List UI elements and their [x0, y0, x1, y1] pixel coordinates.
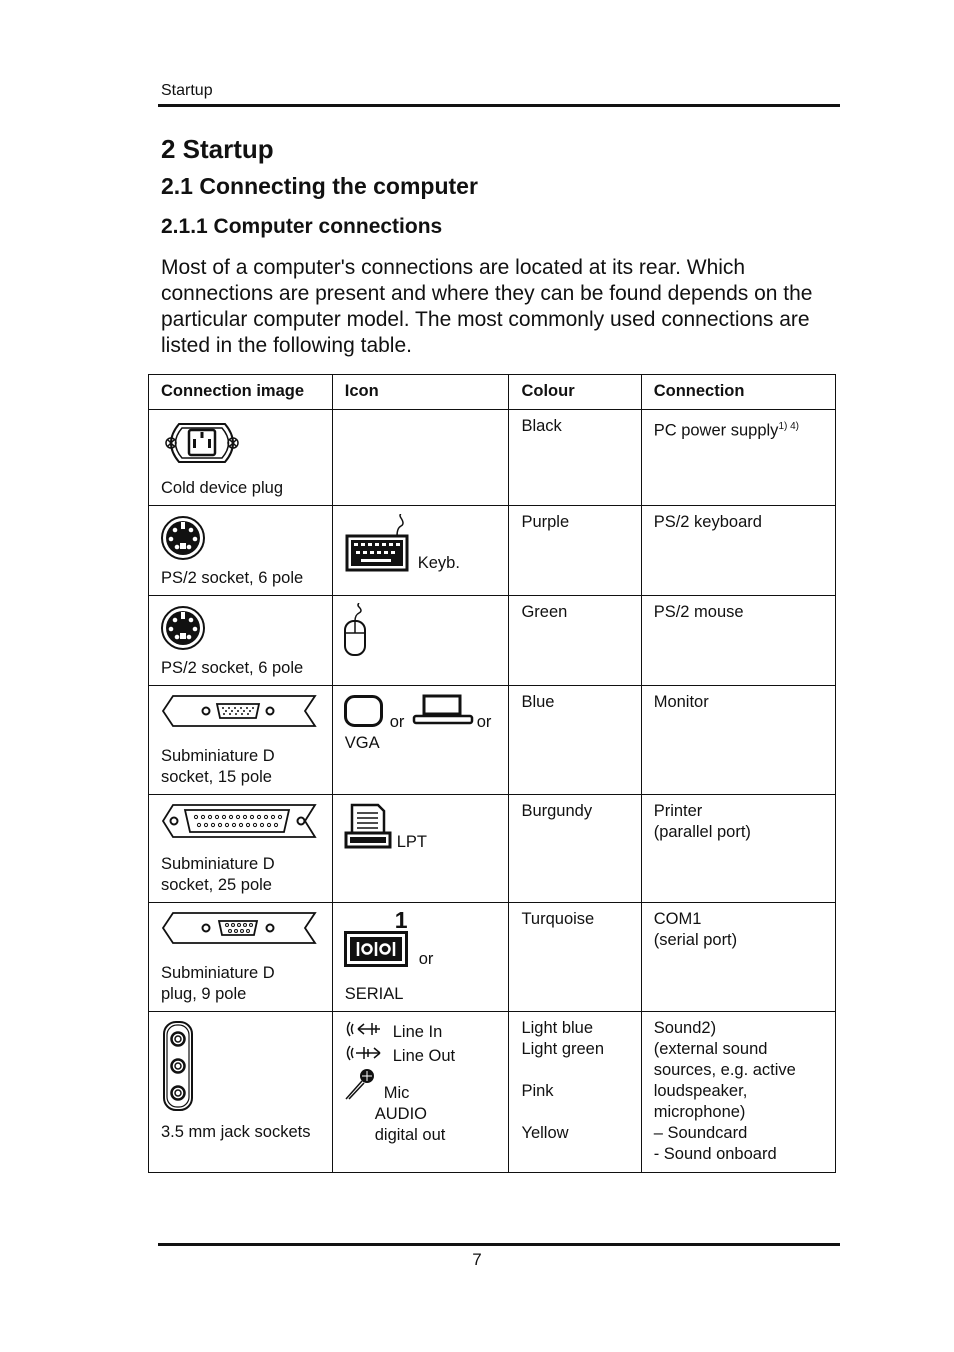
table-row — [149, 903, 836, 1012]
line-in-label: Line In — [392, 1023, 443, 1041]
digital-out-label: digital out — [374, 1126, 446, 1144]
icon-cell — [332, 686, 509, 795]
colour-cell: Turquoise — [509, 903, 641, 1012]
header-colour: Colour — [509, 375, 641, 410]
connection-image-cell — [149, 410, 333, 506]
table-row — [149, 686, 836, 795]
colour-line: Light green — [521, 1040, 605, 1058]
printer-icon — [344, 803, 394, 851]
footer-rule — [158, 1243, 840, 1246]
audio-jacks-icon — [161, 1020, 195, 1112]
image-label-line: socket, 25 pole — [161, 876, 272, 894]
image-label-line: socket, 15 pole — [161, 768, 272, 786]
connection-cell — [641, 903, 835, 1012]
image-label: PS/2 socket, 6 pole — [161, 659, 304, 677]
connections-table — [148, 374, 836, 1173]
subsection-title: 2.1.1 Computer connections — [161, 215, 443, 238]
icon-label: Keyb. — [417, 554, 460, 572]
connection-cell: PS/2 keyboard — [641, 506, 835, 596]
mic-label: Mic — [383, 1084, 410, 1102]
image-label-line: Subminiature D — [161, 855, 275, 873]
microphone-icon — [344, 1067, 378, 1101]
header-rule — [158, 104, 840, 107]
table-row — [149, 1012, 836, 1173]
mouse-icon — [343, 603, 369, 657]
running-head: Startup — [161, 82, 213, 99]
page-number: 7 — [472, 1250, 482, 1269]
section-title: 2.1 Connecting the computer — [161, 173, 478, 199]
connection-image-cell — [149, 795, 333, 903]
colour-line: Pink — [521, 1082, 554, 1100]
image-label-line: plug, 9 pole — [161, 985, 247, 1003]
icon-cell — [332, 410, 509, 506]
connection-cell — [641, 795, 835, 903]
icon-cell — [332, 596, 509, 686]
connection-image-cell — [149, 506, 333, 596]
d-sub-15-socket-icon — [161, 694, 317, 728]
colour-spacer — [521, 1060, 628, 1081]
icon-cell — [332, 903, 509, 1012]
colour-line: Yellow — [521, 1124, 569, 1142]
port-number: 1 — [394, 907, 408, 933]
monitor-crt-icon — [344, 695, 384, 727]
table-row — [149, 410, 836, 506]
monitor-flat-icon — [412, 694, 474, 726]
connection-cell: PS/2 mouse — [641, 596, 835, 686]
image-label — [161, 746, 275, 788]
header-icon: Icon — [332, 375, 509, 410]
table-header-row — [149, 375, 836, 410]
image-label-line: Subminiature D — [161, 747, 275, 765]
line-out-icon — [344, 1043, 382, 1063]
colour-cell — [509, 1012, 641, 1173]
image-label: PS/2 socket, 6 pole — [161, 569, 304, 587]
connection-line: microphone) — [653, 1103, 746, 1121]
or-label: or — [476, 713, 492, 731]
footnote-ref: 1) 4) — [778, 421, 799, 432]
icon-cell — [332, 1012, 509, 1173]
header-connection-image: Connection image — [149, 375, 333, 410]
serial-port-icon — [344, 931, 408, 967]
line-out-label: Line Out — [392, 1047, 456, 1065]
connection-line: (serial port) — [653, 931, 738, 949]
icon-label: LPT — [396, 833, 427, 851]
table-row — [149, 795, 836, 903]
connection-line: – Soundcard — [653, 1124, 748, 1142]
connection-line: COM1 — [653, 910, 702, 928]
ps2-socket-icon — [161, 606, 209, 650]
connection-line: loudspeaker, — [653, 1082, 748, 1100]
connection-image-cell — [149, 596, 333, 686]
image-label — [161, 854, 275, 896]
icon-cell — [332, 795, 509, 903]
colour-cell: Blue — [509, 686, 641, 795]
connection-cell — [641, 410, 835, 506]
or-label: or — [418, 950, 434, 968]
chapter-title: 2 Startup — [161, 134, 274, 164]
connection-cell: Monitor — [641, 686, 835, 795]
colour-cell: Green — [509, 596, 641, 686]
image-label: Cold device plug — [161, 479, 283, 497]
connection-line: (external sound — [653, 1040, 768, 1058]
connection-image-cell — [149, 686, 333, 795]
connection-cell — [641, 1012, 835, 1173]
d-sub-25-socket-icon — [161, 803, 317, 839]
connection-line: Printer — [653, 802, 703, 820]
intro-paragraph: Most of a computer's connections are located at its rear. Which connections are present and where they can be found depends on the particular computer model. The most commonly used connections are listed in the following table. — [161, 256, 813, 357]
d-sub-9-plug-icon — [161, 911, 317, 945]
connection-line: Sound2) — [653, 1019, 717, 1037]
colour-spacer — [521, 1102, 628, 1123]
connection-line: - Sound onboard — [653, 1145, 777, 1163]
image-label-line: Subminiature D — [161, 964, 275, 982]
connection-line: sources, e.g. active — [653, 1061, 796, 1079]
colour-cell: Black — [509, 410, 641, 506]
audio-label: AUDIO — [374, 1105, 427, 1123]
connection-image-cell — [149, 1012, 333, 1173]
connection-text: PC power supply — [653, 421, 779, 440]
colour-cell: Purple — [509, 506, 641, 596]
table-row — [149, 506, 836, 596]
icon-label: VGA — [344, 734, 380, 752]
connection-image-cell — [149, 903, 333, 1012]
connection-line: (parallel port) — [653, 823, 751, 841]
ps2-socket-icon — [161, 516, 209, 560]
image-label: 3.5 mm jack sockets — [161, 1123, 311, 1141]
or-label: or — [389, 713, 405, 731]
keyboard-icon — [345, 514, 411, 572]
cold-device-plug-icon — [161, 420, 243, 466]
line-in-icon — [344, 1019, 382, 1039]
colour-line: Light blue — [521, 1019, 594, 1037]
colour-cell: Burgundy — [509, 795, 641, 903]
icon-cell — [332, 506, 509, 596]
icon-label: SERIAL — [344, 985, 404, 1003]
table-row — [149, 596, 836, 686]
image-label — [161, 963, 275, 1005]
header-connection: Connection — [641, 375, 835, 410]
